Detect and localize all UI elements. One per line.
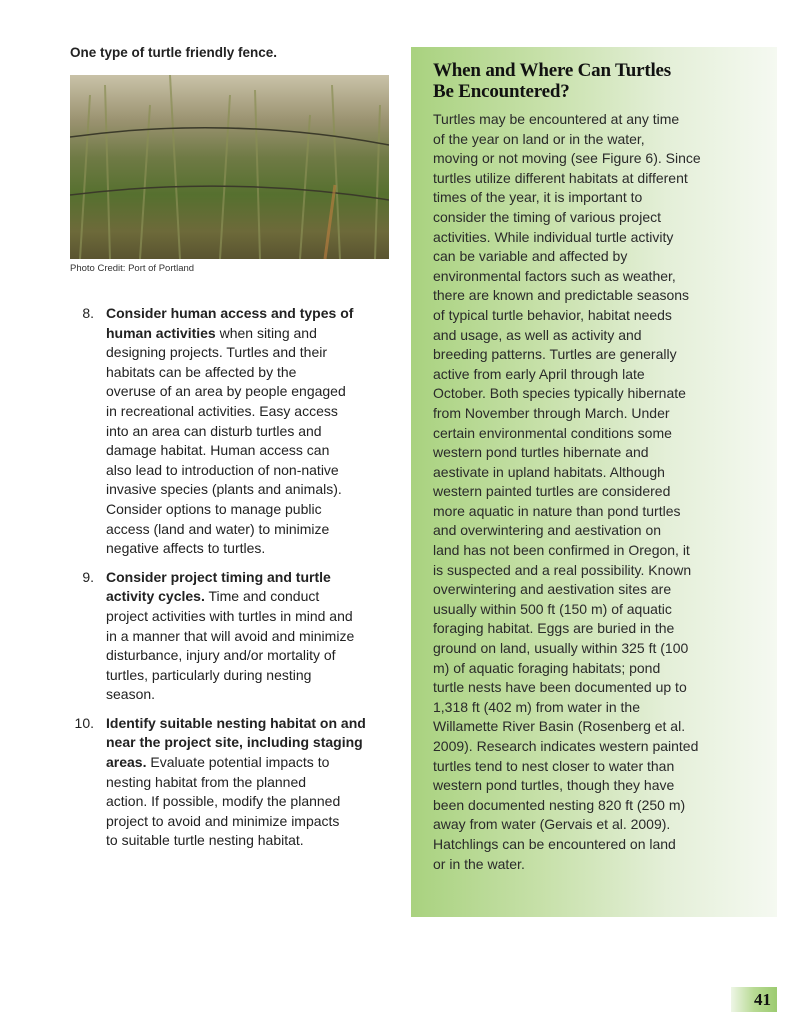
list-item [70, 714, 400, 851]
title-line: When and Where Can Turtles [433, 60, 671, 81]
line-text: designing projects. Turtles and their [106, 344, 328, 361]
line-text: in recreational activities. Easy access [106, 402, 338, 419]
info-sidebar [411, 47, 777, 917]
line-text: to suitable turtle nesting habitat. [106, 832, 304, 849]
item-line [106, 587, 400, 607]
bold-lead: Consider human access and types of [106, 305, 354, 321]
line-text: action. If possible, modify the planned [106, 793, 341, 810]
photo-credit: Photo Credit: Port of Portland [70, 263, 195, 274]
body-line: aestivate in upland habitats. Although [433, 463, 665, 480]
body-line: foraging habitat. Eggs are buried in the [433, 620, 675, 637]
body-line: 2009). Research indicates western painted [433, 738, 699, 754]
sidebar-title [433, 60, 671, 102]
body-line: certain environmental conditions some [433, 424, 672, 441]
line-text: overuse of an area by people engaged [106, 383, 346, 400]
item-line [106, 714, 400, 734]
body-line: October. Both species typically hibernate [433, 385, 686, 402]
list-item [70, 304, 400, 559]
item-number: 8. [82, 305, 94, 321]
item-line [106, 324, 400, 344]
bold-lead: activity cycles. [106, 588, 205, 605]
line-text: damage habitat. Human access can [106, 442, 330, 459]
line-text: disturbance, injury and/or mortality of [106, 647, 336, 664]
item-line [106, 441, 400, 461]
line-text: turtles, particularly during nesting [106, 666, 312, 683]
item-line [106, 422, 400, 442]
body-line: turtle nests have been documented up to [433, 679, 687, 696]
list-item [70, 568, 400, 705]
body-line: away from water (Gervais et al. 2009). [433, 816, 671, 833]
fence-photo [70, 75, 389, 259]
line-text: in a manner that will avoid and minimize [106, 627, 355, 644]
body-line: environmental factors such as weather, [433, 267, 676, 284]
bold-lead: near the project site, including staging [106, 734, 363, 751]
line-text: project to avoid and minimize impacts [106, 812, 340, 829]
item-number: 10. [74, 714, 94, 731]
item-line [106, 831, 400, 851]
body-line: Hatchlings can be encountered on land [433, 835, 676, 852]
body-line: is suspected and a real possibility. Known [433, 561, 692, 578]
body-line: western painted turtles are considered [433, 483, 671, 500]
body-line: usually within 500 ft (150 m) of aquatic [433, 600, 672, 617]
item-line [106, 773, 400, 793]
body-line: can be variable and affected by [433, 248, 628, 265]
item-line [106, 304, 400, 324]
item-line [106, 500, 400, 520]
line-text: Evaluate potential impacts to [146, 754, 330, 771]
item-line [106, 753, 400, 773]
line-text: project activities with turtles in mind and [106, 607, 353, 624]
item-line [106, 607, 400, 627]
body-line: overwintering and aestivation sites are [433, 581, 672, 598]
item-line [106, 646, 400, 666]
body-line: western pond turtles, though they have [433, 777, 675, 794]
line-text: invasive species (plants and animals). [106, 481, 342, 498]
item-line [106, 568, 400, 588]
item-line [106, 812, 400, 832]
body-line: and usage, as well as activity and [433, 326, 642, 343]
bold-lead: Consider project timing and turtle [106, 568, 331, 585]
item-line [106, 792, 400, 812]
item-line [106, 685, 400, 705]
line-text: Consider options to manage public [106, 500, 322, 517]
item-number: 9. [82, 568, 94, 585]
body-line: m) of aquatic foraging habitats; pond [433, 659, 661, 676]
body-line: and overwintering and aestivation on [433, 522, 662, 539]
line-text: into an area can disturb turtles and [106, 422, 322, 439]
body-line: activities. While individual turtle activity [433, 228, 674, 245]
body-line: active from early April through late [433, 365, 645, 382]
title-line: Be Encountered? [433, 81, 570, 102]
bold-lead: Identify suitable nesting habitat on and [106, 714, 366, 731]
body-line: Willamette River Basin (Rosenberg et al. [433, 718, 686, 735]
line-text: negative affects to turtles. [106, 540, 266, 557]
body-line: turtles utilize different habitats at different [433, 169, 688, 186]
item-line [106, 666, 400, 686]
bold-lead: areas. [106, 754, 147, 771]
body-line: ground on land, usually within 325 ft (100 [433, 640, 689, 657]
body-line: land has not been confirmed in Oregon, it [433, 542, 690, 559]
body-line: been documented nesting 820 ft (250 m) [433, 796, 686, 813]
body-line: breeding patterns. Turtles are generally [433, 346, 677, 363]
item-line [106, 480, 400, 500]
item-line [106, 733, 400, 753]
item-line [106, 343, 400, 363]
body-line: or in the water. [433, 855, 525, 872]
line-text: access (land and water) to minimize [106, 520, 330, 537]
sidebar-body [433, 110, 701, 874]
item-line [106, 461, 400, 481]
body-line: turtles tend to nest closer to water than [433, 757, 675, 774]
page-number: 41 [731, 987, 777, 1012]
recommendation-list [70, 304, 400, 860]
body-line: times of the year, it is important to [433, 189, 643, 206]
item-line [106, 402, 400, 422]
body-line: from November through March. Under [433, 404, 670, 421]
bold-lead: human activities [106, 324, 216, 341]
body-line: western pond turtles hibernate and [433, 444, 649, 461]
body-line: more aquatic in nature than pond turtles [433, 502, 681, 519]
item-line [106, 382, 400, 402]
body-line: there are known and predictable seasons [433, 287, 690, 304]
line-text: season. [106, 686, 156, 703]
figure-caption: One type of turtle friendly fence. [70, 45, 278, 60]
body-line: 1,318 ft (402 m) from water in the [433, 698, 640, 715]
item-line [106, 363, 400, 383]
item-line [106, 627, 400, 647]
line-text: when siting and [215, 324, 317, 341]
item-line [106, 539, 400, 559]
body-line: moving or not moving (see Figure 6). Since [433, 150, 701, 167]
line-text: habitats can be affected by the [106, 363, 297, 380]
line-text: Time and conduct [204, 588, 320, 605]
body-line: Turtles may be encountered at any time [433, 111, 680, 127]
body-line: of typical turtle behavior, habitat needs [433, 306, 672, 323]
item-line [106, 520, 400, 540]
line-text: nesting habitat from the planned [106, 773, 307, 790]
body-line: of the year on land or in the water, [433, 130, 645, 147]
line-text: also lead to introduction of non-native [106, 461, 339, 478]
body-line: consider the timing of various project [433, 208, 661, 225]
